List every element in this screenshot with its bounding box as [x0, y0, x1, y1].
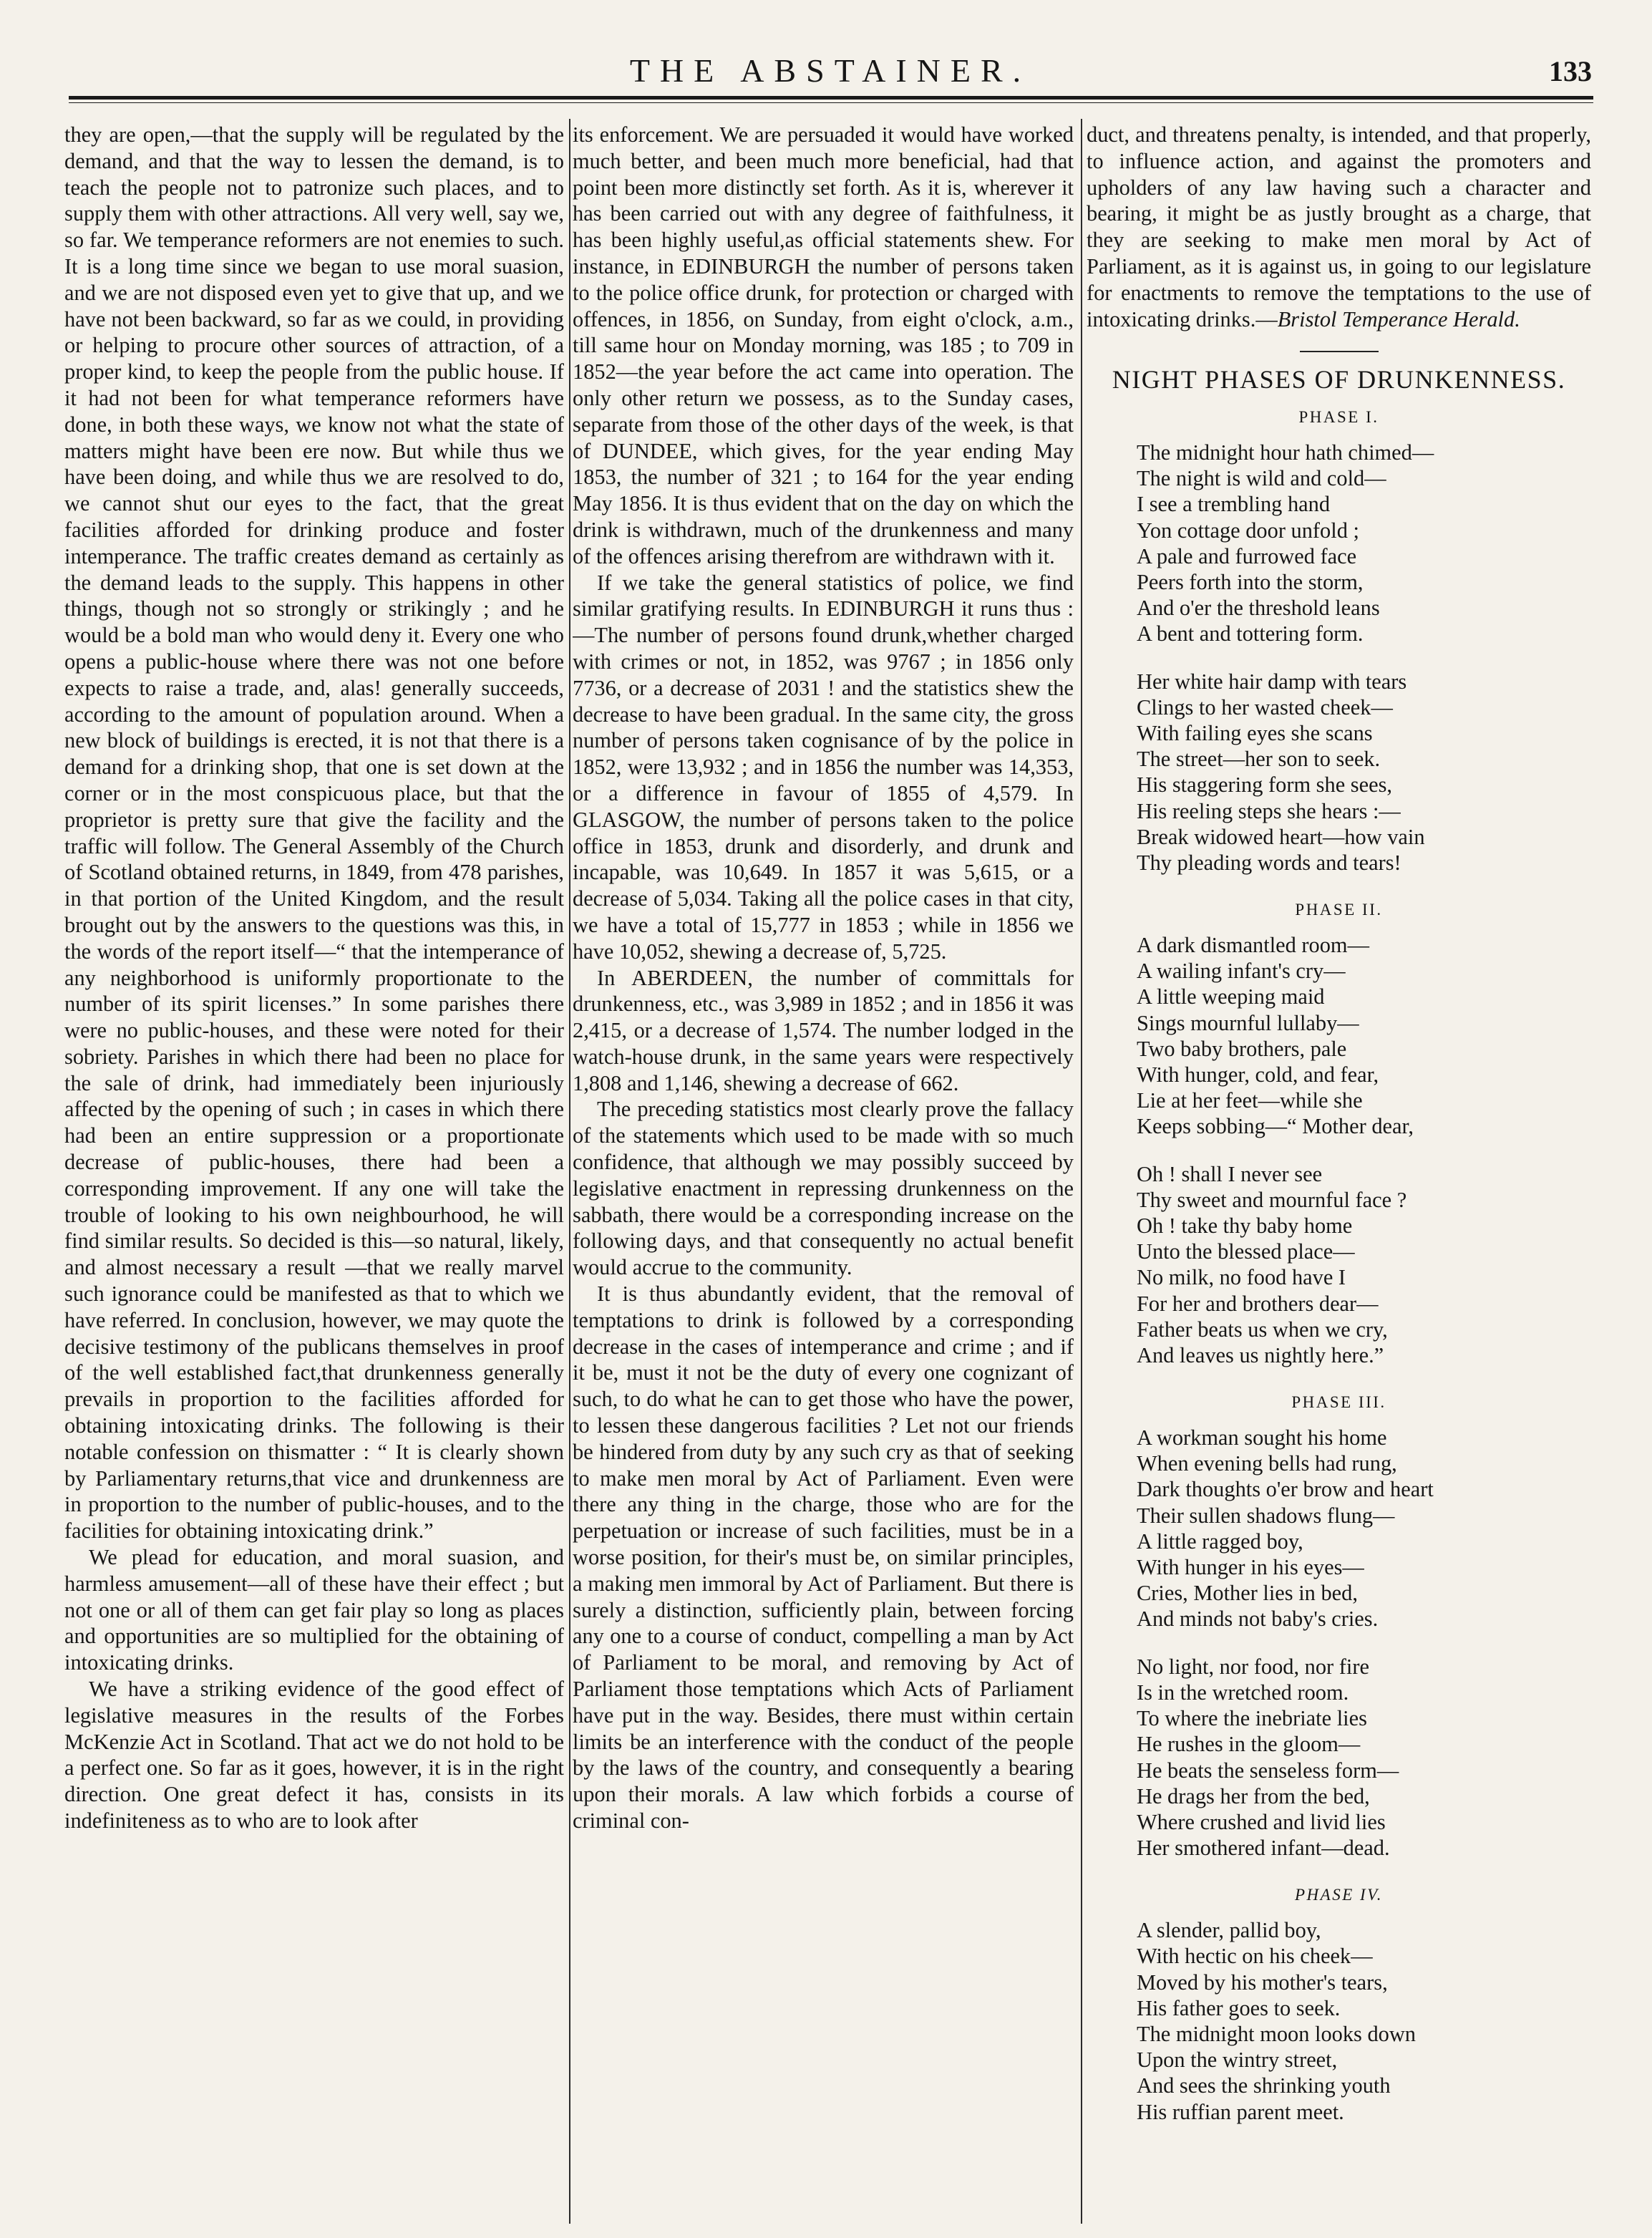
- column-divider-1: [569, 119, 570, 2224]
- phase-heading: PHASE II.: [1295, 901, 1383, 919]
- left-paragraph-1: they are open,—that the supply will be regulated by the demand, and that the way to lessen the demand, is to teach the people not to patronize such places, and to supply them with other attractions. All very well, say we, so far. We temperance reformers are not enemies to such. It is a long time since we began to use moral suasion, and we are not disposed even yet to give that up, and we have not been backward, so far as we could, in providing or helping to procure other sources of attraction, of a proper kind, to keep the people from the public house. If it had not been for what temperance reformers have done, in both these ways, we know not what the state of matters might have been ere now. But while thus we have been doing, and while thus we are resolved to do, we cannot shut our eyes to the fact, that the great facilities afforded for drinking produce and foster intemperance. The traffic creates demand as certainly as the demand leads to the supply. This happens in other things, though not so strongly or strikingly ; and he would be a bold man who would deny it. Every one who opens a public-house where there was not one before expects to raise a trade, and, alas! generally succeeds, according to the amount of population around. When a new block of buildings is erected, it is not that there is a demand for a drinking shop, that one is set down at the corner or in the most conspicuous place, but that the proprietor is pretty sure that give the facility and the traffic will follow. The General Assembly of the Church of Scotland obtained returns, in 1849, from 478 parishes, in that portion of the United Kingdom, and the result brought out by the answers to the questions was this, in the words of the report itself—“ that the intemperance of any neighborhood is uniformly proportionate to the number of its spirit licenses.” In some parishes there were no public-houses, and these were noted for their sobriety. Parishes in which there had been no place for the sale of drink, had immediately been injuriously affected by the opening of such ; in cases in which there had been an entire suppression or a proportionate decrease of public-houses, there had been a corresponding improvement. If any one will take the trouble of looking to his own neighbourhood, he will find similar results. So decided is this—so natural, likely, and almost necessary a result —that we really marvel such ignorance could be manifested as that to which we have referred. In conclusion, however, we may quote the decisive testimony of the publicans themselves in proof of the well established fact,that drunkenness generally prevails in proportion to the facilities afforded for obtaining intoxicating drinks. The following is their notable confession on thismatter : “ It is clearly shown by Parliamentary returns,that vice and drunkenness are in proportion to the number of public-houses, and to the facilities for obtaining intoxicating drink.”: [64, 122, 564, 1544]
- poem-line: And minds not baby's cries.: [1137, 1607, 1379, 1632]
- section-separator: [1300, 351, 1379, 352]
- poem-line: Thy pleading words and tears!: [1137, 851, 1401, 876]
- left-paragraph-3: We have a striking evidence of the good effect of legislative measures in the results of the Forbes McKenzie Act in Scotland. That act we do not hold to be a perfect one. So far as it goes, however, it is in the right direction. One great defect it has, consists in its indefiniteness as to who are to look after: [64, 1677, 564, 1833]
- poem-line: Her white hair damp with tears: [1137, 669, 1407, 694]
- poem-stanza: [1137, 1161, 1591, 1369]
- poem-stanza: [1137, 1654, 1591, 1861]
- middle-paragraph-5: It is thus abundantly evident, that the removal of temptations to drink is followed by a corresponding decrease in the cases of intemperance and crime ; and if it be, must it not be the duty of every one cognizant of such, to do what he can to get those who have the power, to lessen these dangerous facilities ? Let not our friends be hindered from duty by any such cry as that of seeking to make men moral by Act of Parliament. Even were there any thing in the charge, those who are for the perpetuation or increase of such facilities, must be in a worse position, for their's must be, on similar principles, a making men immoral by Act of Parliament. But there is surely a distinction, sufficiently plain, between forcing any one to a course of conduct, compelling a man by Act of Parliament to be moral, and removing by Act of Parliament those temptations which Acts of Parliament have put in the way. Besides, there must within certain limits be an interference with the conduct of the people by the laws of the country, and consequently a bearing upon their morals. A law which forbids a course of criminal con-: [573, 1282, 1074, 1833]
- poem-line: Unto the blessed place—: [1137, 1239, 1355, 1264]
- poem-line: When evening bells had rung,: [1137, 1451, 1397, 1476]
- poem-line: A little ragged boy,: [1137, 1529, 1303, 1554]
- poem-line: For her and brothers dear—: [1137, 1291, 1379, 1316]
- poem-line: With hunger in his eyes—: [1137, 1555, 1364, 1580]
- poem-title: NIGHT PHASES OF DRUNKENNESS.: [1112, 365, 1566, 394]
- page-number: 133: [1549, 55, 1592, 87]
- poem-line: Oh ! take thy baby home: [1137, 1214, 1353, 1239]
- poem-line: His ruffian parent meet.: [1137, 2099, 1344, 2124]
- poem-line: Yon cottage door unfold ;: [1137, 518, 1359, 543]
- phase-heading: PHASE IV.: [1294, 1886, 1383, 1904]
- poem-line: A little weeping maid: [1137, 984, 1325, 1009]
- poem-line: A pale and furrowed face: [1137, 543, 1357, 568]
- poem-line: Their sullen shadows flung—: [1137, 1503, 1395, 1528]
- poem-line: And o'er the threshold leans: [1137, 596, 1380, 621]
- poem-line: The night is wild and cold—: [1137, 466, 1386, 491]
- poem-line: Clings to her wasted cheek—: [1137, 694, 1393, 720]
- poem-stanza: [1137, 669, 1591, 876]
- poem-line: Upon the wintry street,: [1137, 2048, 1338, 2073]
- poem-line: No light, nor food, nor fire: [1137, 1654, 1369, 1679]
- poem-line: His staggering form she sees,: [1137, 772, 1393, 798]
- poem-line: To where the inebriate lies: [1137, 1706, 1367, 1731]
- poem-line: He beats the senseless form—: [1137, 1758, 1399, 1783]
- column-right: [1087, 122, 1591, 2219]
- header-rule-thin: [69, 102, 1593, 103]
- poem-line: He rushes in the gloom—: [1137, 1732, 1361, 1757]
- poem-line: A wailing infant's cry—: [1137, 959, 1346, 984]
- poem-line: I see a trembling hand: [1137, 492, 1331, 517]
- poem-line: Thy sweet and mournful face ?: [1137, 1187, 1407, 1212]
- page-header: [64, 52, 1596, 99]
- poem-line: Break widowed heart—how vain: [1137, 824, 1425, 849]
- column-divider-2: [1081, 119, 1082, 2224]
- source-attribution: Bristol Temperance Herald.: [1277, 306, 1520, 331]
- poem-line: With hunger, cold, and fear,: [1137, 1062, 1379, 1087]
- middle-paragraph-2: If we take the general statistics of police, we find similar gratifying results. In EDINBURGH it runs thus :—The number of persons found drunk,whether charged with crimes or not, in 1852, was 9767 ; in 1856 only 7736, or a decrease of 2031 ! and the statistics shew the decrease to have been gradual. In the same city, the gross number of persons taken cognisance of by the police in 1852, were 13,932 ; and in 1856 the number was 14,353, or a difference in favour of 1855 of 4,579. In GLASGOW, the number of persons taken to the police office in 1853, drunk and disorderly, and drunk and incapable, was 10,649. In 1857 it was 5,615, or a decrease of 5,034. Taking all the police cases in that city, we have a total of 15,777 in 1853 ; while in 1856 we have 10,052, shewing a decrease of, 5,725.: [573, 570, 1074, 964]
- poem-line: Oh ! shall I never see: [1137, 1161, 1323, 1186]
- middle-paragraph-1: its enforcement. We are persuaded it would have worked much better, and been much more beneficial, had that point been more distinctly set forth. As it is, wherever it has been carried out with any degree of faithfulness, it has been highly useful,as official statements shew. For instance, in EDINBURGH the number of persons taken to the police office drunk, for protection or charged with offences, in 1856, on Sunday, from eight o'clock, a.m., till same hour on Monday morning, was 185 ; to 709 in 1852—the year before the act came into operation. The only other return we possess, as to the Sunday cases, separate from those of the other days of the week, is that of DUNDEE, which gives, for the year ending May 1853, the number of 321 ; to 164 for the year ending May 1856. It is thus evident that on the day on which the drink is withdrawn, much of the drunkenness and many of the offences arising therefrom are withdrawn with it.: [573, 122, 1074, 568]
- poem-line: Sings mournful lullaby—: [1137, 1010, 1359, 1035]
- poem-line: And sees the shrinking youth: [1137, 2073, 1391, 2098]
- header-rule: [69, 96, 1593, 100]
- poem-line: Her smothered infant—dead.: [1137, 1836, 1390, 1861]
- poem-line: Moved by his mother's tears,: [1137, 1970, 1388, 1995]
- poem-line: Keeps sobbing—“ Mother dear,: [1137, 1114, 1414, 1139]
- journal-title: THE ABSTAINER.: [629, 52, 1031, 89]
- poem-stanza: [1137, 1917, 1591, 2125]
- poem-line: The street—her son to seek.: [1137, 747, 1381, 772]
- poem-stanza: [1137, 1425, 1591, 1632]
- poem-line: He drags her from the bed,: [1137, 1783, 1370, 1808]
- poem-line: The midnight hour hath chimed—: [1137, 440, 1434, 465]
- poem-line: A dark dismantled room—: [1137, 933, 1369, 958]
- poem-line: Dark thoughts o'er brow and heart: [1137, 1477, 1434, 1502]
- poem-line: A bent and tottering form.: [1137, 621, 1364, 646]
- phase-heading: PHASE I.: [1298, 408, 1379, 427]
- left-paragraph-2: We plead for education, and moral suasion, and harmless amusement—all of these have their effect ; but not one or all of them can get fair play so long as places and opportunities are so multiplied for the obtaining of intoxicating drinks.: [64, 1545, 564, 1675]
- poem-line: And leaves us nightly here.”: [1137, 1343, 1384, 1368]
- poem-line: Lie at her feet—while she: [1137, 1088, 1363, 1113]
- poem-line: A workman sought his home: [1137, 1425, 1387, 1450]
- poem-line: The midnight moon looks down: [1137, 2021, 1417, 2046]
- phase-heading: PHASE III.: [1291, 1393, 1386, 1412]
- column-left: [64, 122, 564, 2219]
- poem-body: [1087, 405, 1591, 2125]
- poem-line: His father goes to seek.: [1137, 1995, 1341, 2020]
- poem-stanza: [1137, 932, 1591, 1140]
- poem-line: A slender, pallid boy,: [1137, 1918, 1321, 1943]
- poem-line: No milk, no food have I: [1137, 1265, 1346, 1290]
- middle-paragraph-3: In ABERDEEN, the number of committals for drunkenness, etc., was 3,989 in 1852 ; and in 1856 it was 2,415, or a decrease of 1,574. The number lodged in the watch-house drunk, in the same years were respectively 1,808 and 1,146, shewing a decrease of 662.: [573, 965, 1074, 1095]
- poem-line: With failing eyes she scans: [1137, 721, 1373, 745]
- poem-line: Father beats us when we cry,: [1137, 1317, 1388, 1342]
- poem-line: Where crushed and livid lies: [1137, 1809, 1386, 1834]
- poem-stanza: [1137, 440, 1591, 647]
- poem-line: Is in the wretched room.: [1137, 1680, 1349, 1705]
- right-continuation: [1087, 122, 1591, 332]
- continuation-text: duct, and threatens penalty, is intended, and that properly, to influence action, and against the promoters and upholders of any law having such a character and bearing, it might be as justly brought as a charge, that they are seeking to make men moral by Act of Parliament, as it is against us, in going to our legislature for enactments to remove the temptations to the use of intoxicating drinks.—: [1087, 122, 1591, 331]
- column-middle: [573, 122, 1074, 2219]
- poem-line: His reeling steps she hears :—: [1137, 798, 1401, 823]
- poem-line: Cries, Mother lies in bed,: [1137, 1581, 1358, 1606]
- poem-line: Two baby brothers, pale: [1137, 1036, 1347, 1061]
- middle-paragraph-4: The preceding statistics most clearly prove the fallacy of the statements which used to be made with so much confidence, that although we may possibly succeed by legislative enactment in repressing drunkenness on the sabbath, there would be a corresponding increase on the following days, and that consequently no actual benefit would accrue to the community.: [573, 1097, 1074, 1280]
- poem-line: Peers forth into the storm,: [1137, 569, 1364, 594]
- poem-line: With hectic on his cheek—: [1137, 1944, 1373, 1969]
